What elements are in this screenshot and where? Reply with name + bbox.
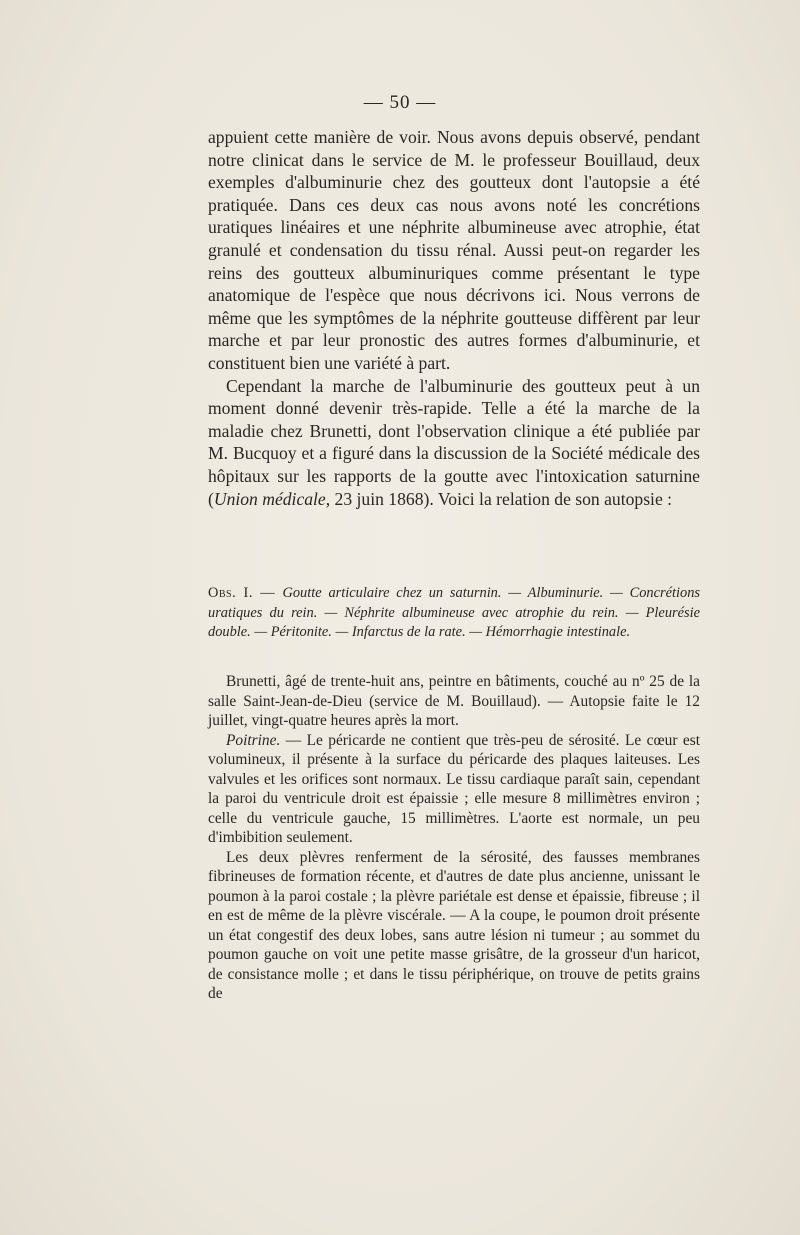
- details-paragraph-2-text: — Le péricarde ne contient que très-peu de sérosité. Le cœur est volumineux, il présente à la surface du péricarde des plaques laiteuses. Les valvules et les orifices sont normaux. Le tissu cardiaque paraît sain, cependant la paroi du ventricule droit est épaissie ; elle mesure 8 millimètres environ ; celle du ventricule gauche, 15 millimètres. L'aorte est normale, un peu d'imbibition seulement.: [208, 731, 700, 846]
- observation-title: Goutte articulaire chez un saturnin. — Albuminurie. — Concrétions uratiques du rein. — Néphrite albumineuse avec atrophie du rein. — Pleurésie double. — Péritonite. — Infarctus de la rate. — Hémorrhagie intestinale.: [208, 585, 700, 640]
- main-text: [208, 126, 700, 510]
- observation-number: Obs. I. —: [208, 585, 283, 601]
- paragraph-2-end: , 23 juin 1868). Voici la relation de son autopsie :: [325, 488, 673, 509]
- paragraph-1: appuient cette manière de voir. Nous avons depuis observé, pendant notre clinicat dans le service de M. le professeur Bouillaud, deux exemples d'albuminurie chez des goutteux dont l'autopsie a été pratiquée. Dans ces deux cas nous avons noté les concrétions uratiques linéaires et une néphrite albumineuse avec atrophie, état granulé et condensation du tissu rénal. Aussi peut-on regarder les reins des goutteux albuminuriques comme présentant le type anatomique de l'espèce que nous décrivons ici. Nous verrons de même que les symptômes de la néphrite goutteuse diffèrent par leur marche et par leur pronostic des autres formes d'albuminurie, et constituent bien une variété à part.: [208, 127, 700, 373]
- details-paragraph-2: [208, 731, 700, 848]
- observation-details: [208, 672, 700, 1004]
- page-number: — 50 —: [363, 92, 437, 113]
- journal-title: Union médicale: [213, 488, 326, 509]
- paragraph-2: [208, 375, 700, 511]
- details-paragraph-3: Les deux plèvres renferment de la sérosité, des fausses membranes fibrineuses de formation récente, et d'autres de date plus ancienne, unissant le poumon à la paroi costale ; la plèvre pariétale est dense et épaissie, fibreuse ; il en est de même de la plèvre viscérale. — A la coupe, le poumon droit présente un état congestif des deux lobes, sans autre lésion ni tumeur ; au sommet du poumon gauche on voit une petite masse grisâtre, de la grosseur d'un haricot, de consistance molle ; et dans le tissu périphérique, on trouve de petits grains de: [208, 848, 700, 1002]
- observation-heading: [208, 584, 700, 643]
- observation-paragraph: [208, 584, 700, 643]
- paragraph-2-start: Cependant la marche de l'albuminurie des goutteux peut à un moment donné devenir très-rapide. Telle a été la marche de la maladie chez Brunetti, dont l'observation clinique a été publiée par M. Bucquoy et a figuré dans la discussion de la Société médicale des hôpitaux sur les rapports de la goutte avec l'intoxication saturnine (: [208, 375, 700, 509]
- details-paragraph-1: Brunetti, âgé de trente-huit ans, peintre en bâtiments, couché au nº 25 de la salle Saint-Jean-de-Dieu (service de M. Bouillaud). — Autopsie faite le 12 juillet, vingt-quatre heures après la mort.: [208, 673, 700, 729]
- section-label-poitrine: Poitrine.: [226, 731, 281, 749]
